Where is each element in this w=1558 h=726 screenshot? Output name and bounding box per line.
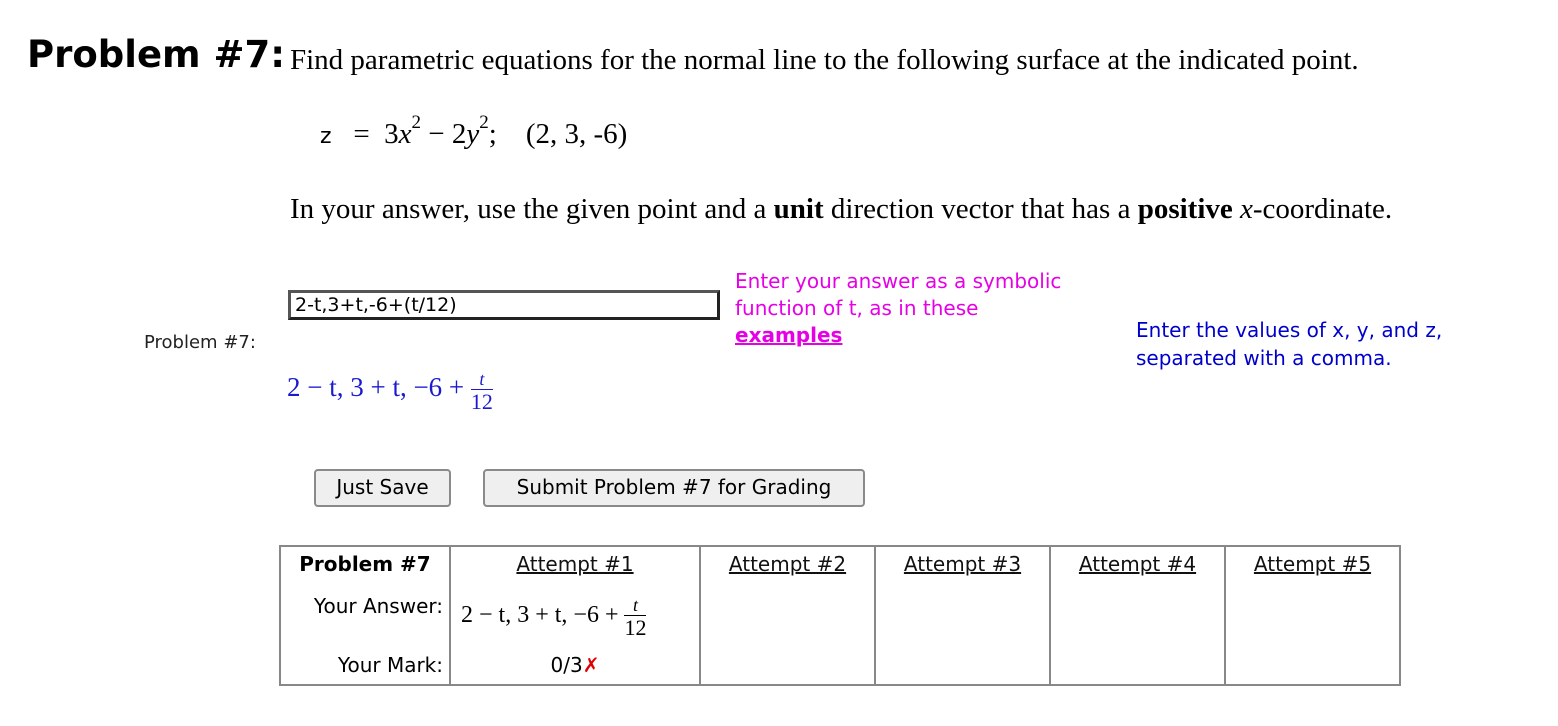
attempt-1-answer: 2 − t, 3 + t, −6 + $\frac{t}{12}$	[450, 594, 700, 646]
just-save-button[interactable]: Just Save	[314, 469, 451, 507]
answer-hint: Enter your answer as a symbolic function of t, as in these examples	[735, 269, 1062, 347]
wrong-mark-icon: ✗	[582, 653, 600, 677]
instruction-unit: unit	[773, 193, 824, 225]
your-answer-label: Your Answer:	[280, 594, 450, 646]
attempt-4-link[interactable]: Attempt #4	[1050, 546, 1225, 594]
instruction-text: In your answer, use the given point and a unit direction vector that has a positive x-coordinate.	[290, 193, 1393, 225]
attempt-3-link[interactable]: Attempt #3	[875, 546, 1050, 594]
attempt-4-answer	[1050, 594, 1225, 646]
attempt-2-link[interactable]: Attempt #2	[700, 546, 875, 594]
your-mark-label: Your Mark:	[280, 646, 450, 685]
attempt-5-answer	[1225, 594, 1400, 646]
attempt-5-link[interactable]: Attempt #5	[1253, 552, 1372, 576]
answer-input[interactable]	[288, 290, 720, 320]
attempts-table	[279, 545, 1401, 686]
attempt-4-mark	[1050, 646, 1225, 685]
attempt-1-mark: 0/3✗	[450, 646, 700, 685]
problem-heading: Problem #7:	[27, 33, 286, 76]
answer-row-label: Problem #7:	[144, 332, 256, 353]
format-note: Enter the values of x, y, and z, separated with a comma.	[1136, 318, 1443, 370]
examples-link[interactable]: examples	[735, 323, 843, 347]
equation-rhs: = $3x^2 - 2y^2$;	[338, 112, 519, 150]
surface-equation	[320, 112, 628, 151]
problem-statement: Find parametric equations for the normal line to the following surface at the indicated point.	[290, 44, 1359, 76]
attempt-1-fraction: $\frac{t}{12}$	[624, 595, 647, 640]
attempt-2-answer	[700, 594, 875, 646]
attempt-3-answer	[875, 594, 1050, 646]
preview-fraction: $\frac{t}{12}$	[470, 369, 493, 414]
attempt-1-link[interactable]: Attempt #1	[450, 546, 700, 594]
attempt-3-mark	[875, 646, 1050, 685]
equation-z-var: z	[320, 124, 332, 149]
attempts-table-title: Problem #7	[280, 546, 450, 594]
answer-preview: 2 − t, 3 + t, −6 + $\frac{t}{12}$	[287, 369, 493, 414]
submit-for-grading-button[interactable]: Submit Problem #7 for Grading	[483, 469, 865, 507]
instruction-positive: positive	[1137, 193, 1233, 225]
equation-point: (2, 3, -6)	[525, 118, 628, 150]
attempt-5-mark	[1225, 646, 1400, 685]
attempt-2-mark	[700, 646, 875, 685]
